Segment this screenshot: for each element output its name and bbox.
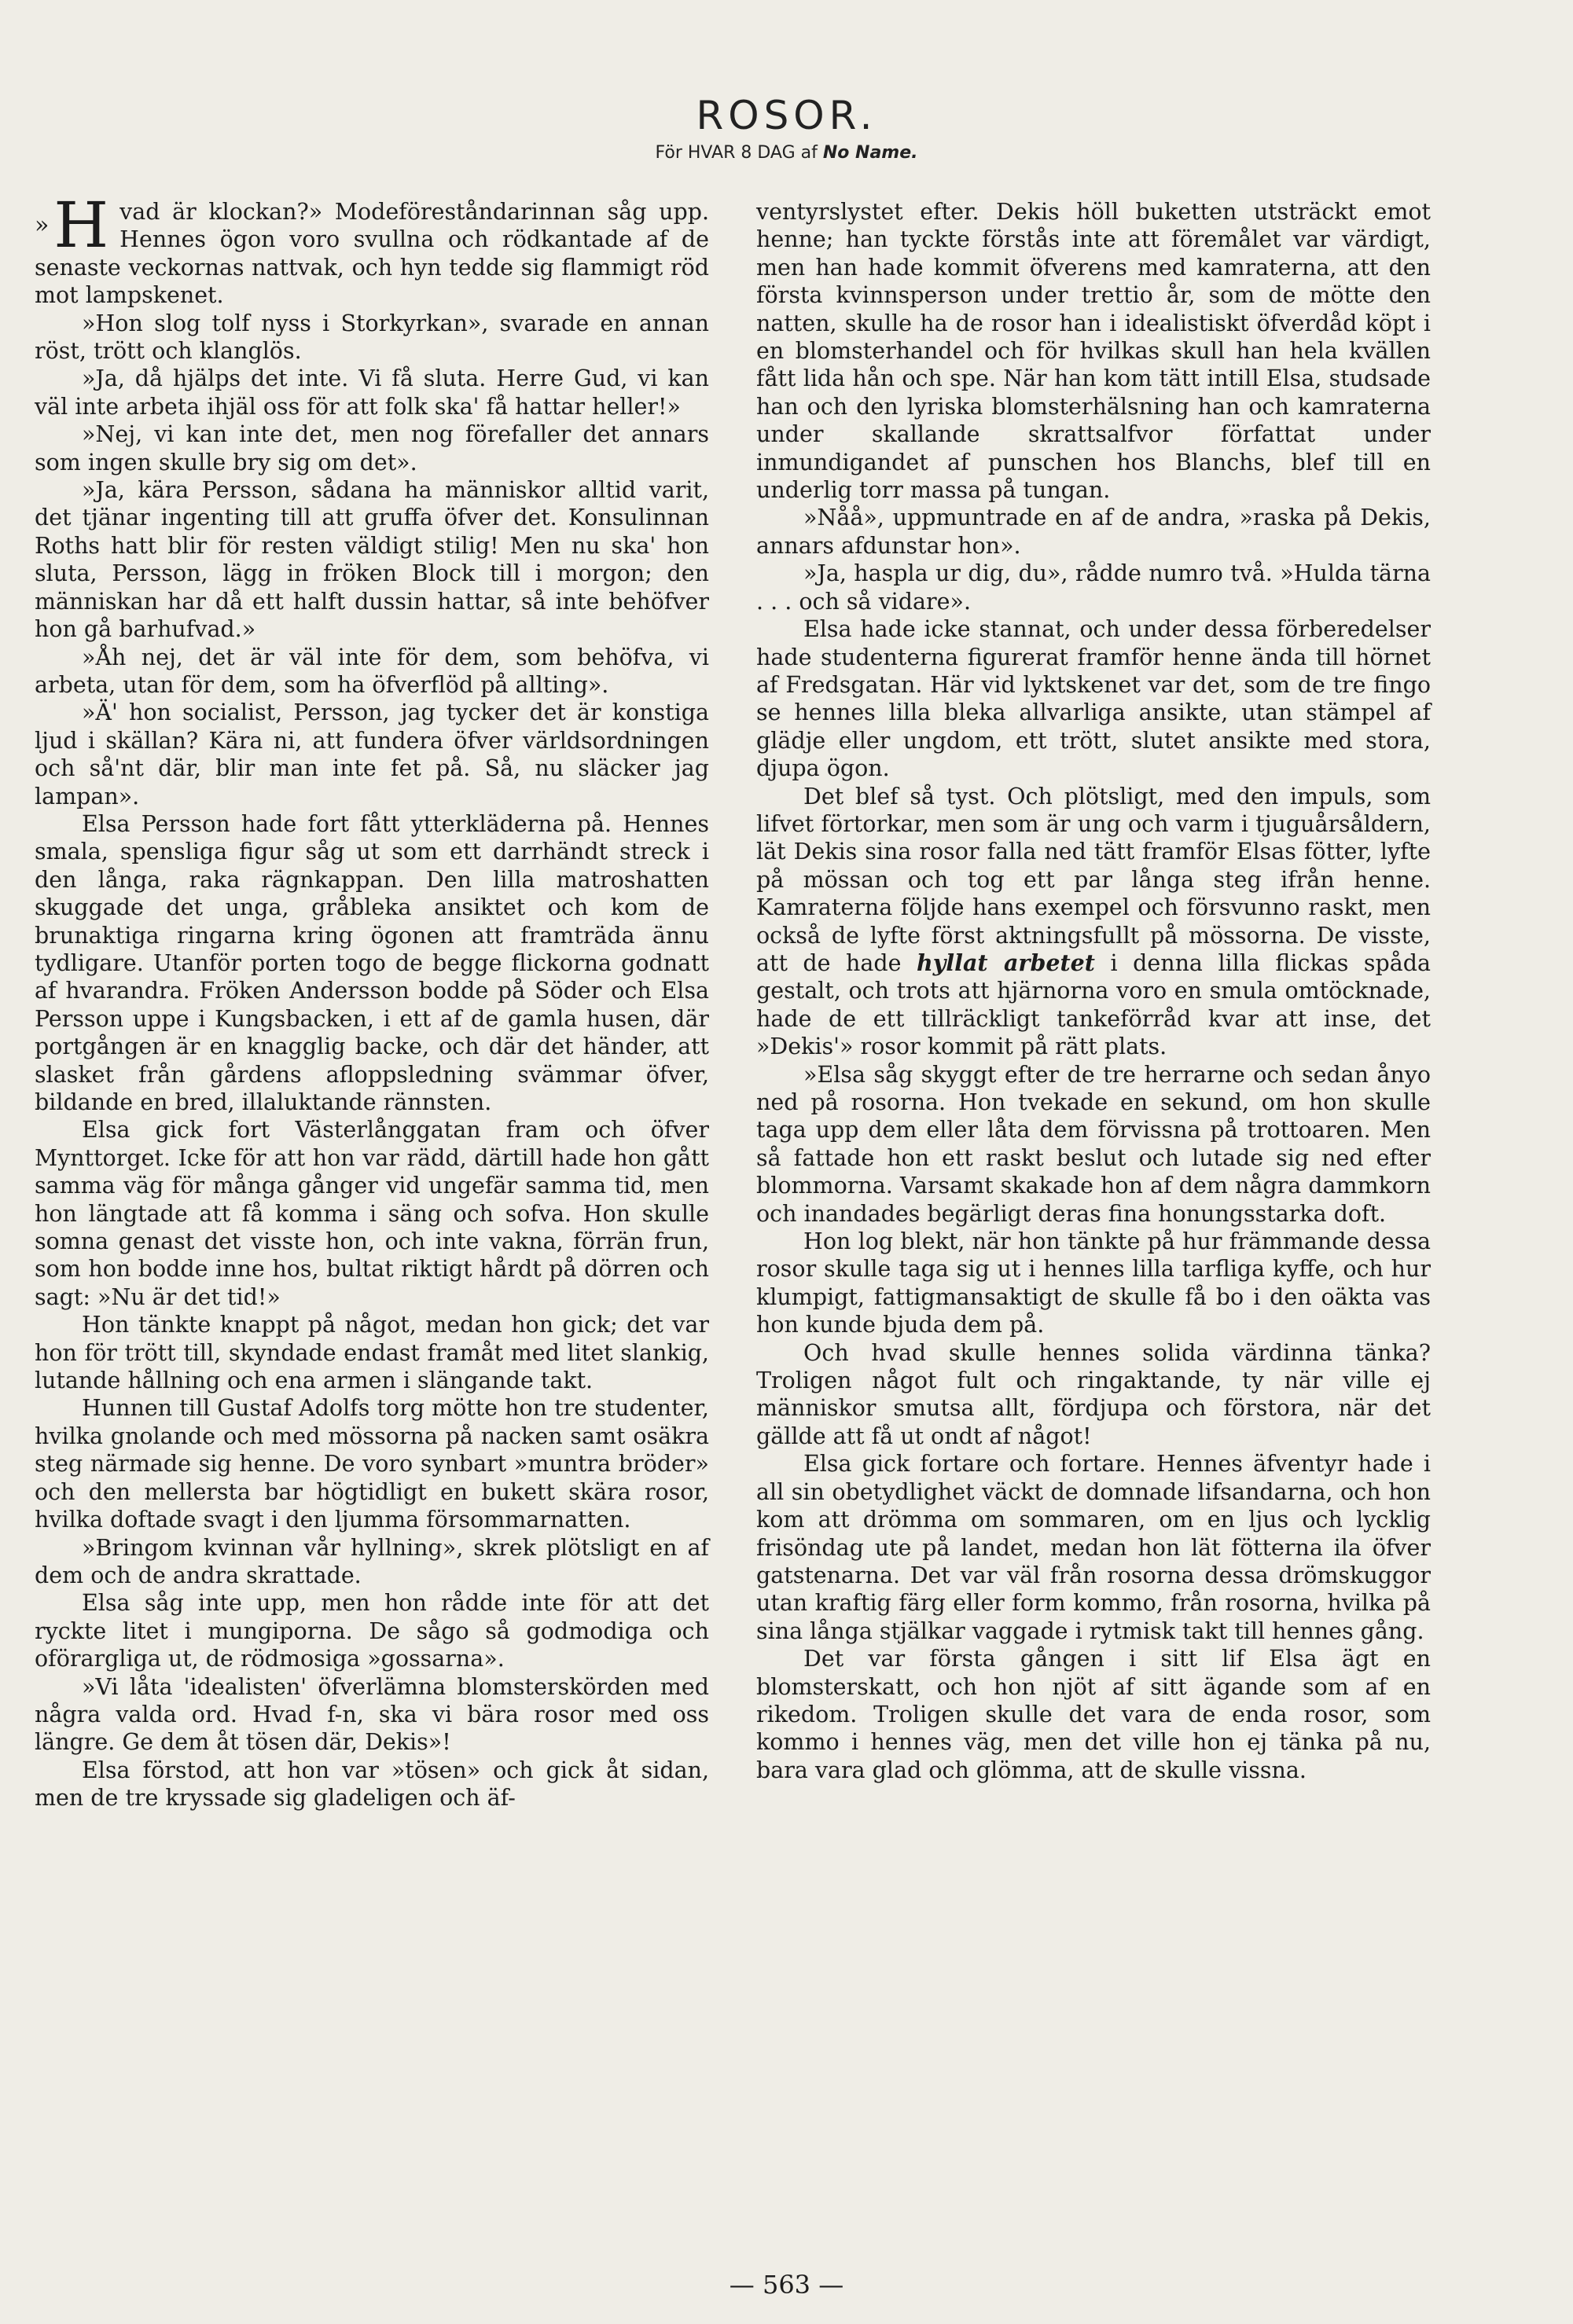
paragraph: »Hon slog tolf nyss i Storkyrkan», svarade en annan röst, trött och klanglös. xyxy=(35,310,709,365)
paragraph: Hunnen till Gustaf Adolfs torg mötte hon tre studenter, hvilka gnolande och med mössorna på nacken samt osäkra steg närmade sig henne. De voro synbart »muntra bröder» och den mellersta bar högtidligt en bukett skära rosor, hvilka doftade svagt i den ljumma försommarnatten. xyxy=(35,1395,709,1533)
paragraph: ventyrslystet efter. Dekis höll buketten utsträckt emot henne; han tyckte förstås inte att föremålet var värdigt, men han hade kommit öfverens med kamraterna, att den första kvinnsperson under trettio år, som de mötte den natten, skulle ha de rosor han i idealistiskt öfverdåd köpt i en blomsterhandel och för hvilkas skull han hela kvällen fått lida hån och spe. När han kom tätt intill Elsa, studsade han och den lyriska blomsterhälsning han och kamraterna under skallande skrattsalfvor författat under inmundigandet af punschen hos Blanchs, blef till en underlig torr massa på tungan. xyxy=(756,199,1431,504)
paragraph: Och hvad skulle hennes solida värdinna tänka? Troligen något fult och ringaktande, ty när ville ej människor smutsa allt, fördjupa och förstora, när det gällde att få ut ondt af något! xyxy=(756,1339,1431,1449)
left-column xyxy=(35,189,709,1812)
paragraph: Elsa såg inte upp, men hon rådde inte för att det ryckte litet i mungiporna. De sågo så godmodiga och oförargliga ut, de rödmosiga »gossarna». xyxy=(35,1590,709,1672)
paragraph: »Ja, då hjälps det inte. Vi få sluta. Herre Gud, vi kan väl inte arbeta ihjäl oss för att folk ska' få hattar heller!» xyxy=(35,365,709,420)
paragraph: »Elsa såg skyggt efter de tre herrarne och sedan ånyo ned på rosorna. Hon tvekade en sekund, om hon skulle taga upp dem eller låta dem förvissna på trottoaren. Men så fattade hon ett raskt beslut och lutade sig ned efter blommorna. Varsamt skakade hon af dem några dammkorn och inandades begärligt deras fina honungsstarka doft. xyxy=(756,1061,1431,1227)
paragraph: Elsa Persson hade fort fått ytterkläderna på. Hennes smala, spensliga figur såg ut som ett darrhändt streck i den långa, raka rägnkappan. Den lilla matroshatten skuggade det unga, gråbleka ansiktet och kom de brunaktiga ringarna kring ögonen att framträda ännu tydligare. Utanför porten togo de begge flickorna godnatt af hvarandra. Fröken Andersson bodde på Söder och Elsa Persson uppe i Kungsbacken, i ett af de gamla husen, där portgången är en knagglig backe, och där det händer, att slasket från gårdens afloppsledning svämmar öfver, bildande en bred, illaluktande rännsten. xyxy=(35,810,709,1115)
right-column xyxy=(756,198,1431,1784)
paragraph: Hon tänkte knappt på något, medan hon gick; det var hon för trött till, skyndade endast framåt med litet slankig, lutande hållning och ena armen i slängande takt. xyxy=(35,1312,709,1394)
paragraph: »Ja, haspla ur dig, du», rådde numro två. »Hulda tärna . . . och så vidare». xyxy=(756,560,1431,615)
paragraph: »Vi låta 'idealisten' öfverlämna blomsterskörden med några valda ord. Hvad f-n, ska vi bära rosor med oss längre. Ge dem åt tösen där, Dekis»! xyxy=(35,1673,709,1756)
paragraph: Det var första gången i sitt lif Elsa ägt en blomsterskatt, och hon njöt af sitt ägande som af en rikedom. Troligen skulle det vara de enda rosor, som kommo i hennes väg, men det ville hon ej tänka på nu, bara vara glad och glömma, att de skulle vissna. xyxy=(756,1646,1431,1783)
emphasis-text: hyllat arbetet xyxy=(917,949,1095,976)
paragraph: »Bringom kvinnan vår hyllning», skrek plötsligt en af dem och de andra skrattade. xyxy=(35,1534,709,1588)
paragraph: »Nåå», uppmuntrade en af de andra, »raska på Dekis, annars afdunstar hon». xyxy=(756,505,1431,559)
page-number: — 563 — xyxy=(729,2270,844,2300)
paragraph: Elsa gick fortare och fortare. Hennes äfventyr hade i all sin obetydlighet väckt de domnade lifsandarna, och hon kom att drömma om sommaren, om en ljus och lycklig frisöndag ute på landet, medan hon lät fötterna ila öfver gatstenarna. Det var väl från rosorna dessa drömskuggor utan kraftig färg eller form kommo, från rosorna, hvilka på sina långa stjälkar vaggade i rytmisk takt till hennes gång. xyxy=(756,1451,1431,1644)
paragraph: »Ja, kära Persson, sådana ha människor alltid varit, det tjänar ingenting till att gruffa öfver det. Konsulinnan Roths hatt blir för resten väldigt stilig! Men nu ska' hon sluta, Persson, lägg in fröken Block till i morgon; den människan har då ett halft dussin hattar, så inte behöfver hon gå barhufvad.» xyxy=(35,477,709,643)
article-byline xyxy=(0,143,1573,163)
drop-cap: »H xyxy=(35,189,109,262)
paragraph: »Ä' hon socialist, Persson, jag tycker det är konstiga ljud i skällan? Kära ni, att fundera öfver världsordningen och så'nt där, blir man inte fet på. Så, nu släcker jag lampan». xyxy=(35,699,709,810)
paragraph: »Åh nej, det är väl inte för dem, som behöfva, vi arbeta, utan för dem, som ha öfverflöd på allting». xyxy=(35,644,709,698)
paragraph: Elsa hade icke stannat, och under dessa förberedelser hade studenterna figurerat framför henne ända till hörnet af Fredsgatan. Här vid lyktskenet var det, som de tre fingo se hennes lilla bleka allvarliga ansikte, utan stämpel af glädje eller ungdom, ett trött, slutet ansikte med stora, djupa ögon. xyxy=(756,616,1431,782)
author-name: No Name. xyxy=(822,143,918,163)
paragraph: Elsa förstod, att hon var »tösen» och gick åt sidan, men de tre kryssade sig gladeligen och äf- xyxy=(35,1757,709,1812)
byline-prefix: För HVAR 8 DAG af xyxy=(655,143,818,163)
paragraph: Hon log blekt, när hon tänkte på hur främmande dessa rosor skulle taga sig ut i hennes lilla tarfliga kyffe, och hur klumpigt, fattigmansaktigt de skulle få bo i den oäkta vas hon kunde bjuda dem på. xyxy=(756,1228,1431,1338)
paragraph: Det blef så tyst. Och plötsligt, med den impuls, som lifvet förtorkar, men som är ung och varm i tjuguårsåldern, lät Dekis sina rosor falla ned tätt framför Elsas fötter, lyfte på mössan och tog ett par långa steg ifrån henne. Kamraterna följde hans exempel och försvunno raskt, men också de lyfte först aktningsfullt på mössorna. De visste, att de hade hyllat arbetet i denna lilla flickas spåda gestalt, och trots att hjärnorna voro en smula omtöcknade, hade de ett tillräckligt tankeförråd kvar att inse, det »Dekis'» rosor kommit på rätt plats. xyxy=(756,783,1431,1060)
article-title: ROSOR. xyxy=(696,93,877,138)
paragraph: Elsa gick fort Västerlånggatan fram och öfver Mynttorget. Icke för att hon var rädd, därtill hade hon gått samma väg för många gånger vid ungefär samma tid, men hon längtade att få komma i säng och sofva. Hon skulle somna genast det visste hon, och inte vakna, förrän frun, som hon bodde inne hos, bultat riktigt hårdt på dörren och sagt: »Nu är det tid!» xyxy=(35,1117,709,1310)
paragraph: »Nej, vi kan inte det, men nog förefaller det annars som ingen skulle bry sig om det». xyxy=(35,421,709,475)
paragraph: »H vad är klockan?» Modeföreståndarinnan såg upp. Hennes ögon voro svullna och rödkantade af de senaste veckornas nattvak, och hyn tedde sig flammigt röd mot lampskenet. xyxy=(35,189,709,309)
